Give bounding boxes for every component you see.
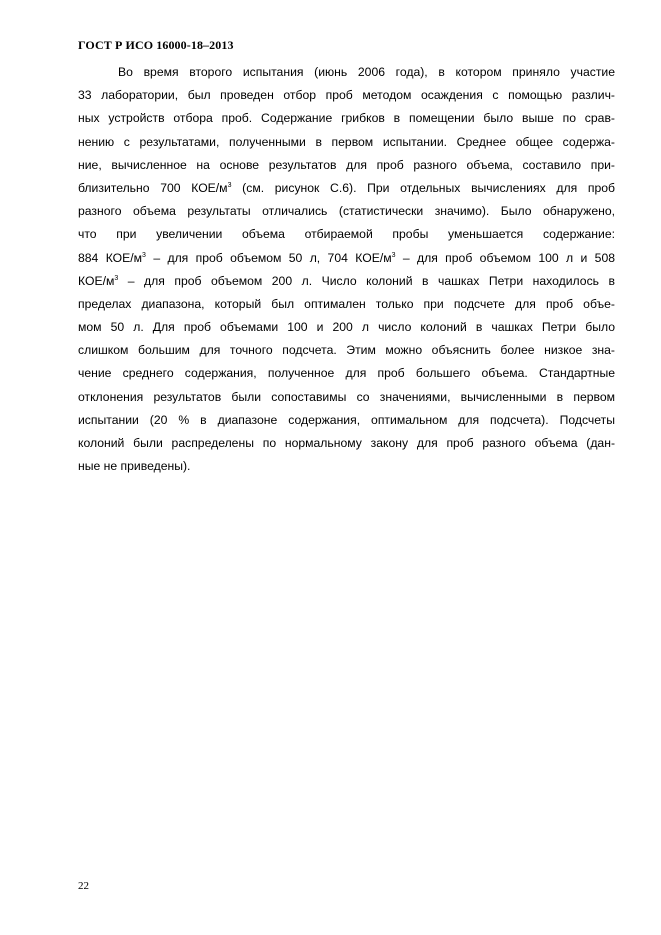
paragraph-line: близительно 700 КОЕ/$м^3$ (см. рисунок С.6). При отдельных вычислениях для проб [78, 180, 615, 195]
document-header: ГОСТ Р ИСО 16000-18–2013 [78, 38, 234, 52]
paragraph-line: разного объема результаты отличались (статистически значимо). Было обнаружено, [78, 204, 615, 219]
paragraph-line: отклонения результатов были сопоставимы со значениями, вычисленными в первом [78, 389, 615, 404]
paragraph-line: слишком большим для точного подсчета. Этим можно объяснить более низкое зна- [78, 343, 615, 358]
paragraph-line: 884 КОЕ/$м^3$ – для проб объемом 50 л, 704 КОЕ/$м^3$ – для проб объемом 100 л и 508 [78, 250, 615, 265]
paragraph-line: ные не приведены). [78, 459, 191, 474]
paragraph-line: нению с результатами, полученными в первом испытании. Среднее общее содержа- [78, 134, 615, 149]
paragraph-line: чение среднего содержания, полученное для проб большего объема. Стандартные [78, 366, 615, 381]
paragraph-line: КОЕ/$м^3$ – для проб объемом 200 л. Число колоний в чашках Петри находилось в [78, 273, 615, 288]
paragraph-line: пределах диапазона, который был оптимален только при подсчете для проб объе- [78, 296, 615, 311]
paragraph-line: Во время второго испытания (июнь 2006 года), в котором приняло участие [118, 65, 615, 79]
paragraph-line: ных устройств отбора проб. Содержание грибков в помещении было выше по срав- [78, 111, 615, 126]
body-paragraph [78, 61, 615, 478]
paragraph-line: что при увеличении объема отбираемой пробы уменьшается содержание: [78, 227, 615, 242]
paragraph-line: испытании (20 % в диапазоне содержания, оптимальном для подсчета). Подсчеты [78, 412, 615, 427]
paragraph-line: 33 лаборатории, был проведен отбор проб методом осаждения с помощью различ- [78, 88, 615, 103]
paragraph-line: мом 50 л. Для проб объемами 100 и 200 л число колоний в чашках Петри было [78, 320, 615, 335]
paragraph-line: колоний были распределены по нормальному закону для проб разного объема (дан- [78, 436, 615, 450]
page-number: 22 [78, 880, 89, 892]
paragraph-line: ние, вычисленное на основе результатов для проб разного объема, составило при- [78, 157, 615, 172]
